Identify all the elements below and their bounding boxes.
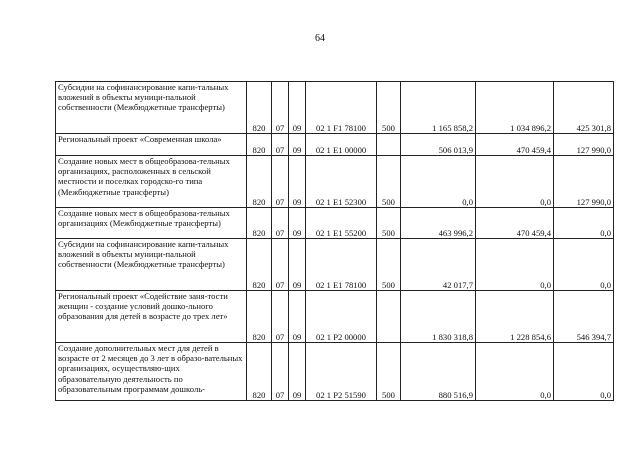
vr-cell: 500 bbox=[377, 82, 401, 134]
row-name: Субсидии на софинансирование капи-тальных вложений в объекты муници-пальной собственности (Межбюджетные трансферты) bbox=[56, 239, 247, 291]
sum3-cell: 425 301,8 bbox=[554, 82, 614, 134]
ved-cell: 820 bbox=[247, 156, 272, 208]
sum3-cell: 0,0 bbox=[554, 239, 614, 291]
sum1-cell: 1 165 858,2 bbox=[401, 82, 476, 134]
csr-cell: 02 1 E1 52300 bbox=[306, 156, 377, 208]
sum1-cell: 506 013,9 bbox=[401, 134, 476, 156]
rz-cell: 07 bbox=[272, 343, 289, 401]
pr-cell: 09 bbox=[289, 82, 306, 134]
csr-cell: 02 1 P2 51590 bbox=[306, 343, 377, 401]
row-name: Создание дополнительных мест для детей в возрасте от 2 месяцев до 3 лет в образо-вательных организациях, осуществляю-щих образовательную деятельность по образовательным программам дошколь- bbox=[56, 343, 247, 401]
sum3-cell: 127 990,0 bbox=[554, 134, 614, 156]
rz-cell: 07 bbox=[272, 208, 289, 239]
rz-cell: 07 bbox=[272, 82, 289, 134]
row-name: Региональный проект «Современная школа» bbox=[56, 134, 247, 156]
sum2-cell: 470 459,4 bbox=[476, 134, 554, 156]
vr-cell bbox=[377, 134, 401, 156]
pr-cell: 09 bbox=[289, 208, 306, 239]
sum1-cell: 880 516,9 bbox=[401, 343, 476, 401]
rz-cell: 07 bbox=[272, 156, 289, 208]
table-row bbox=[56, 156, 614, 208]
row-name: Региональный проект «Содействие заня-тости женщин - создание условий дошко-льного образования для детей в возрасте до трех лет» bbox=[56, 291, 247, 343]
sum3-cell: 546 394,7 bbox=[554, 291, 614, 343]
vr-cell bbox=[377, 291, 401, 343]
sum3-cell: 0,0 bbox=[554, 343, 614, 401]
sum2-cell: 1 228 854,6 bbox=[476, 291, 554, 343]
vr-cell: 500 bbox=[377, 208, 401, 239]
sum1-cell: 1 830 318,8 bbox=[401, 291, 476, 343]
csr-cell: 02 1 E1 78100 bbox=[306, 239, 377, 291]
row-name: Субсидии на софинансирование капи-тальных вложений в объекты муници-пальной собственности (Межбюджетные трансферты) bbox=[56, 82, 247, 134]
row-name: Создание новых мест в общеобразова-тельных организациях (Межбюджетные трансферты) bbox=[56, 208, 247, 239]
rz-cell: 07 bbox=[272, 291, 289, 343]
rz-cell: 07 bbox=[272, 134, 289, 156]
vr-cell: 500 bbox=[377, 239, 401, 291]
vr-cell: 500 bbox=[377, 343, 401, 401]
table-row bbox=[56, 208, 614, 239]
ved-cell: 820 bbox=[247, 208, 272, 239]
ved-cell: 820 bbox=[247, 291, 272, 343]
table-row bbox=[56, 291, 614, 343]
table-row bbox=[56, 82, 614, 134]
ved-cell: 820 bbox=[247, 239, 272, 291]
csr-cell: 02 1 E1 00000 bbox=[306, 134, 377, 156]
ved-cell: 820 bbox=[247, 343, 272, 401]
table-row bbox=[56, 134, 614, 156]
pr-cell: 09 bbox=[289, 134, 306, 156]
rz-cell: 07 bbox=[272, 239, 289, 291]
sum2-cell: 0,0 bbox=[476, 343, 554, 401]
pr-cell: 09 bbox=[289, 291, 306, 343]
sum3-cell: 0,0 bbox=[554, 208, 614, 239]
sum2-cell: 0,0 bbox=[476, 239, 554, 291]
row-name: Создание новых мест в общеобразова-тельных организациях, расположенных в сельской местности и поселках городско-го типа (Межбюджетные трансферты) bbox=[56, 156, 247, 208]
csr-cell: 02 1 F1 78100 bbox=[306, 82, 377, 134]
pr-cell: 09 bbox=[289, 239, 306, 291]
sum1-cell: 0,0 bbox=[401, 156, 476, 208]
table-row bbox=[56, 239, 614, 291]
sum1-cell: 463 996,2 bbox=[401, 208, 476, 239]
table-row bbox=[56, 343, 614, 401]
ved-cell: 820 bbox=[247, 134, 272, 156]
csr-cell: 02 1 E1 55200 bbox=[306, 208, 377, 239]
pr-cell: 09 bbox=[289, 156, 306, 208]
sum2-cell: 0,0 bbox=[476, 156, 554, 208]
sum3-cell: 127 990,0 bbox=[554, 156, 614, 208]
page-number: 64 bbox=[315, 33, 325, 44]
sum2-cell: 1 034 896,2 bbox=[476, 82, 554, 134]
sum1-cell: 42 017,7 bbox=[401, 239, 476, 291]
budget-table bbox=[55, 81, 614, 401]
csr-cell: 02 1 P2 00000 bbox=[306, 291, 377, 343]
ved-cell: 820 bbox=[247, 82, 272, 134]
pr-cell: 09 bbox=[289, 343, 306, 401]
sum2-cell: 470 459,4 bbox=[476, 208, 554, 239]
vr-cell: 500 bbox=[377, 156, 401, 208]
